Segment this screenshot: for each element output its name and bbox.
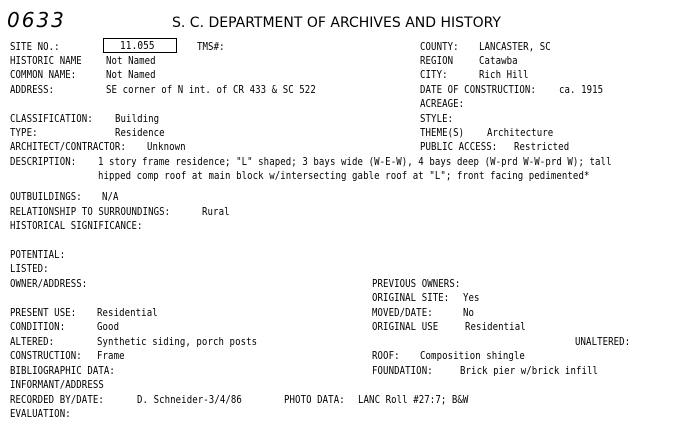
photo-data-value: LANC Roll #27:7; B&W	[358, 394, 469, 406]
present-use-label: PRESENT USE:	[10, 307, 77, 319]
construction-label: CONSTRUCTION:	[10, 350, 82, 362]
tms-label: TMS#:	[197, 41, 225, 53]
roof-label: ROOF:	[372, 350, 400, 362]
relationship-value: Rural	[202, 206, 230, 218]
listed-label: LISTED:	[10, 263, 49, 275]
altered-label: ALTERED:	[10, 336, 55, 348]
original-site-label: ORIGINAL SITE:	[372, 292, 450, 304]
address-label: ADDRESS:	[10, 84, 55, 96]
evaluation-label: EVALUATION:	[10, 408, 71, 420]
county-value: LANCASTER, SC	[479, 41, 551, 53]
description-line-2: hipped comp roof at main block w/intersecting gable roof at "L"; front facing pedimented*	[98, 170, 590, 182]
moved-date-value: No	[463, 307, 475, 319]
description-line-1: 1 story frame residence; "L" shaped; 3 bays wide (W-E-W), 4 bays deep (W-prd W-W-prd W); tall	[98, 156, 612, 168]
date-construction-label: DATE OF CONSTRUCTION:	[420, 84, 536, 96]
outbuildings-label: OUTBUILDINGS:	[10, 191, 82, 203]
description-label: DESCRIPTION:	[10, 156, 77, 168]
condition-label: CONDITION:	[10, 321, 66, 333]
classification-label: CLASSIFICATION:	[10, 113, 93, 125]
historic-name-value: Not Named	[106, 55, 156, 67]
historic-name-label: HISTORIC NAME	[10, 55, 82, 67]
site-no-value: 11.055	[120, 39, 155, 52]
original-use-value: Residential	[465, 321, 526, 333]
common-name-label: COMMON NAME:	[10, 69, 77, 81]
recorded-by-value: D. Schneider-3/4/86	[137, 394, 242, 406]
relationship-label: RELATIONSHIP TO SURROUNDINGS:	[10, 206, 171, 218]
city-value: Rich Hill	[479, 69, 529, 81]
photo-data-label: PHOTO DATA:	[284, 394, 345, 406]
architect-label: ARCHITECT/CONTRACTOR:	[10, 141, 126, 153]
construction-value: Frame	[97, 350, 125, 362]
themes-value: Architecture	[487, 127, 554, 139]
unaltered-label: UNALTERED:	[575, 336, 631, 348]
type-label: TYPE:	[10, 127, 38, 139]
site-no-label: SITE NO.:	[10, 41, 60, 53]
city-label: CITY:	[420, 69, 448, 81]
present-use-value: Residential	[97, 307, 158, 319]
date-construction-value: ca. 1915	[559, 84, 604, 96]
moved-date-label: MOVED/DATE:	[372, 307, 433, 319]
county-label: COUNTY:	[420, 41, 459, 53]
classification-value: Building	[115, 113, 160, 125]
previous-owners-label: PREVIOUS OWNERS:	[372, 278, 461, 290]
recorded-by-label: RECORDED BY/DATE:	[10, 394, 104, 406]
foundation-value: Brick pier w/brick infill	[460, 365, 599, 377]
agency-title: S. C. DEPARTMENT OF ARCHIVES AND HISTORY	[172, 15, 501, 31]
type-value: Residence	[115, 127, 165, 139]
region-label: REGION	[420, 55, 454, 67]
public-access-value: Restricted	[514, 141, 570, 153]
address-value: SE corner of N int. of CR 433 & SC 522	[106, 84, 316, 96]
potential-label: POTENTIAL:	[10, 249, 66, 261]
historical-significance-label: HISTORICAL SIGNIFICANCE:	[10, 220, 143, 232]
themes-label: THEME(S)	[420, 127, 465, 139]
style-label: STYLE:	[420, 113, 454, 125]
public-access-label: PUBLIC ACCESS:	[420, 141, 498, 153]
architect-value: Unknown	[147, 141, 186, 153]
owner-address-label: OWNER/ADDRESS:	[10, 278, 88, 290]
acreage-label: ACREAGE:	[420, 98, 465, 110]
region-value: Catawba	[479, 55, 518, 67]
informant-label: INFORMANT/ADDRESS	[10, 379, 104, 391]
foundation-label: FOUNDATION:	[372, 365, 433, 377]
outbuildings-value: N/A	[102, 191, 119, 203]
bibliographic-data-label: BIBLIOGRAPHIC DATA:	[10, 365, 115, 377]
original-use-label: ORIGINAL USE	[372, 321, 439, 333]
common-name-value: Not Named	[106, 69, 156, 81]
original-site-value: Yes	[463, 292, 480, 304]
card-number: 0633	[7, 8, 66, 32]
roof-value: Composition shingle	[420, 350, 525, 362]
altered-value: Synthetic siding, porch posts	[97, 336, 258, 348]
condition-value: Good	[97, 321, 120, 333]
